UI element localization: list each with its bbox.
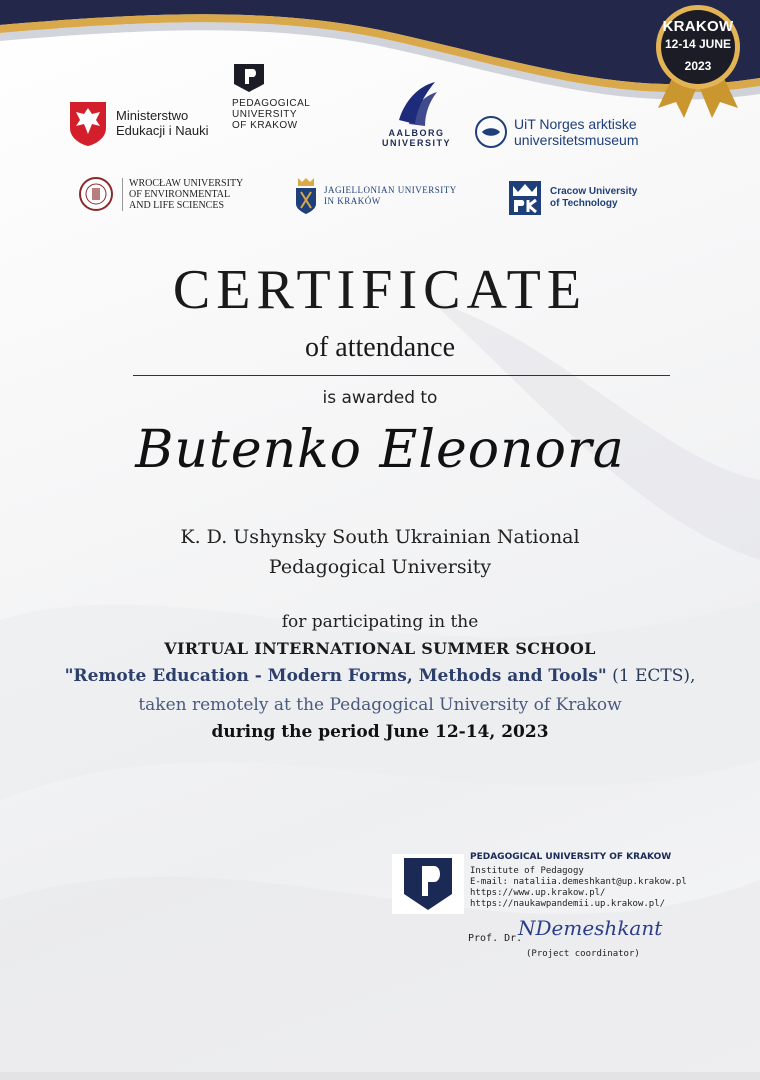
ministry-logo [68, 100, 209, 146]
ministry-line1: Ministerstwo [116, 108, 189, 123]
bottom-bar [0, 1072, 760, 1080]
wroclaw-line3: AND LIFE SCIENCES [129, 199, 225, 211]
uit-seal-icon [474, 115, 508, 149]
sig-org: PEDAGOGICAL UNIVERSITY OF KRAKOW [470, 852, 672, 862]
cracow-tech-icon [508, 180, 542, 216]
jagiellonian-crest-icon [294, 176, 318, 216]
handwritten-signature: NDemeshkant [518, 916, 663, 940]
signature-block [470, 852, 687, 910]
wroclaw-seal-icon [78, 176, 114, 212]
course-title: "Remote Education - Modern Forms, Methods and Tools" [64, 666, 607, 686]
coordinator-role: (Project coordinator) [526, 949, 640, 959]
badge-dates: 12-14 JUNE [664, 37, 732, 51]
uit-logo [474, 115, 639, 149]
wroclaw-logo [78, 176, 243, 212]
wroclaw-line2: OF ENVIRONMENTAL [129, 188, 231, 200]
recipient-name: Butenko Eleonora [135, 420, 625, 480]
participating-text: for participating in the [281, 612, 479, 632]
recipient-university: K. D. Ushynsky South Ukrainian National Pedagogical University [180, 526, 580, 578]
pedagogical-logo-header [232, 62, 310, 131]
pedagogical-line3: OF KRAKOW [232, 120, 298, 131]
pedagogical-logo-footer [392, 854, 464, 914]
pedagogical-line2: UNIVERSITY [232, 109, 298, 120]
badge-year: 2023 [684, 59, 712, 73]
aalborg-logo [382, 80, 451, 148]
sig-institute: Institute of Pedagogy [470, 866, 584, 876]
uit-line2: universitetsmuseum [514, 132, 639, 148]
top-banner [0, 0, 760, 110]
wroclaw-line1: WROCŁAW UNIVERSITY [129, 177, 244, 189]
period-text: during the period June 12-14, 2023 [211, 722, 549, 742]
aalborg-line1: AALBORG [388, 128, 445, 138]
school-name: VIRTUAL INTERNATIONAL SUMMER SCHOOL [164, 639, 596, 658]
sig-url2: https://naukawpandemii.up.krakow.pl/ [470, 899, 666, 909]
sig-url1: https://www.up.krakow.pl/ [470, 888, 606, 898]
cracow-tech-logo [508, 180, 637, 216]
pedagogical-university-icon [232, 62, 266, 94]
pedagogical-line1: PEDAGOGICAL [232, 98, 311, 109]
sig-email: E-mail: nataliia.demeshkant@up.krakow.pl [470, 877, 687, 887]
pedagogical-university-footer-icon [392, 854, 464, 914]
event-badge [652, 4, 744, 122]
cracow-line1: Cracow University [550, 186, 638, 197]
remote-text: taken remotely at the Pedagogical University of Krakow [138, 695, 622, 715]
jagiellonian-line1: JAGIELLONIAN UNIVERSITY [324, 185, 457, 195]
uit-line1: UiT Norges arktiske [514, 116, 637, 132]
certificate-title: CERTIFICATE [172, 259, 588, 321]
badge-city: KRAKOW [662, 18, 734, 35]
prof-title: Prof. Dr. [468, 933, 523, 944]
polish-eagle-icon [68, 100, 108, 146]
jagiellonian-line2: IN KRAKÓW [324, 196, 381, 206]
aalborg-waves-icon [395, 80, 439, 126]
title-divider [133, 375, 670, 376]
certificate-subtitle: of attendance [304, 332, 456, 363]
jagiellonian-logo [294, 176, 457, 216]
ministry-line2: Edukacji i Nauki [116, 123, 209, 138]
course-line [0, 666, 760, 686]
aalborg-line2: UNIVERSITY [382, 138, 452, 148]
course-ects: (1 ECTS), [606, 666, 696, 686]
cracow-line2: of Technology [550, 198, 618, 209]
awarded-text: is awarded to [322, 388, 438, 408]
